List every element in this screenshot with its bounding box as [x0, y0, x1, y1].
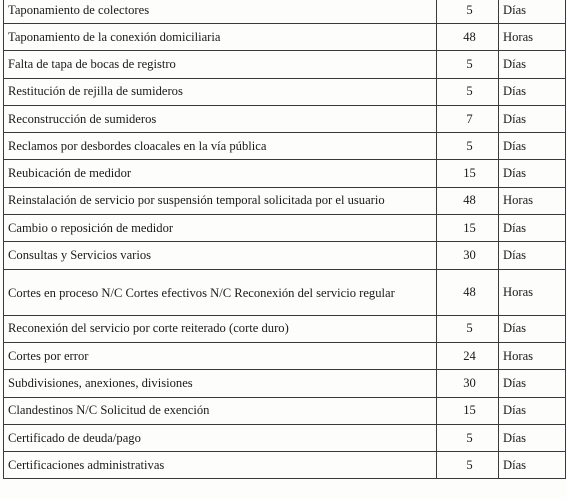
time-value: 30 — [437, 242, 499, 269]
time-unit: Días — [499, 78, 566, 105]
service-description: Certificaciones administrativas — [4, 452, 437, 479]
time-unit: Días — [499, 424, 566, 451]
service-description: Taponamiento de colectores — [4, 0, 437, 24]
table-row — [4, 160, 566, 187]
time-value: 5 — [437, 51, 499, 78]
service-description: Reclamos por desbordes cloacales en la vía pública — [4, 133, 437, 160]
service-description: Taponamiento de la conexión domiciliaria — [4, 24, 437, 51]
time-value: 5 — [437, 0, 499, 24]
table-row — [4, 187, 566, 214]
time-value: 15 — [437, 160, 499, 187]
table-row — [4, 452, 566, 479]
time-value: 15 — [437, 215, 499, 242]
service-description: Reconstrucción de sumideros — [4, 105, 437, 132]
table-row — [4, 215, 566, 242]
time-unit: Días — [499, 452, 566, 479]
table-row — [4, 315, 566, 342]
table-row — [4, 424, 566, 451]
table-row — [4, 370, 566, 397]
service-description: Reinstalación de servicio por suspensión temporal solicitada por el usuario — [4, 187, 437, 214]
time-value: 48 — [437, 24, 499, 51]
time-unit: Días — [499, 370, 566, 397]
time-unit: Días — [499, 215, 566, 242]
time-value: 48 — [437, 269, 499, 315]
service-description: Cambio o reposición de medidor — [4, 215, 437, 242]
time-value: 5 — [437, 452, 499, 479]
service-description: Clandestinos N/C Solicitud de exención — [4, 397, 437, 424]
time-unit: Días — [499, 0, 566, 24]
service-description: Reubicación de medidor — [4, 160, 437, 187]
time-unit: Días — [499, 105, 566, 132]
service-description: Certificado de deuda/pago — [4, 424, 437, 451]
time-value: 15 — [437, 397, 499, 424]
time-value: 30 — [437, 370, 499, 397]
service-description: Consultas y Servicios varios — [4, 242, 437, 269]
table-row — [4, 397, 566, 424]
table-row — [4, 78, 566, 105]
table-row — [4, 105, 566, 132]
time-unit: Días — [499, 160, 566, 187]
time-unit: Días — [499, 242, 566, 269]
time-unit: Horas — [499, 187, 566, 214]
table-row — [4, 0, 566, 24]
time-unit: Horas — [499, 342, 566, 369]
table-row — [4, 51, 566, 78]
table-row — [4, 133, 566, 160]
time-unit: Horas — [499, 269, 566, 315]
table-row — [4, 342, 566, 369]
time-value: 5 — [437, 424, 499, 451]
service-description: Reconexión del servicio por corte reiterado (corte duro) — [4, 315, 437, 342]
service-description: Subdivisiones, anexiones, divisiones — [4, 370, 437, 397]
time-value: 48 — [437, 187, 499, 214]
time-value: 5 — [437, 133, 499, 160]
time-value: 5 — [437, 78, 499, 105]
service-description: Cortes por error — [4, 342, 437, 369]
service-description: Cortes en proceso N/C Cortes efectivos N/C Reconexión del servicio regular — [4, 269, 437, 315]
time-unit: Días — [499, 51, 566, 78]
time-unit: Días — [499, 397, 566, 424]
table-row — [4, 242, 566, 269]
table-row — [4, 269, 566, 315]
time-unit: Días — [499, 315, 566, 342]
response-times-table — [3, 0, 566, 479]
service-description: Falta de tapa de bocas de registro — [4, 51, 437, 78]
service-description: Restitución de rejilla de sumideros — [4, 78, 437, 105]
time-value: 7 — [437, 105, 499, 132]
table-row — [4, 24, 566, 51]
time-unit: Horas — [499, 24, 566, 51]
time-value: 24 — [437, 342, 499, 369]
time-value: 5 — [437, 315, 499, 342]
time-unit: Días — [499, 133, 566, 160]
